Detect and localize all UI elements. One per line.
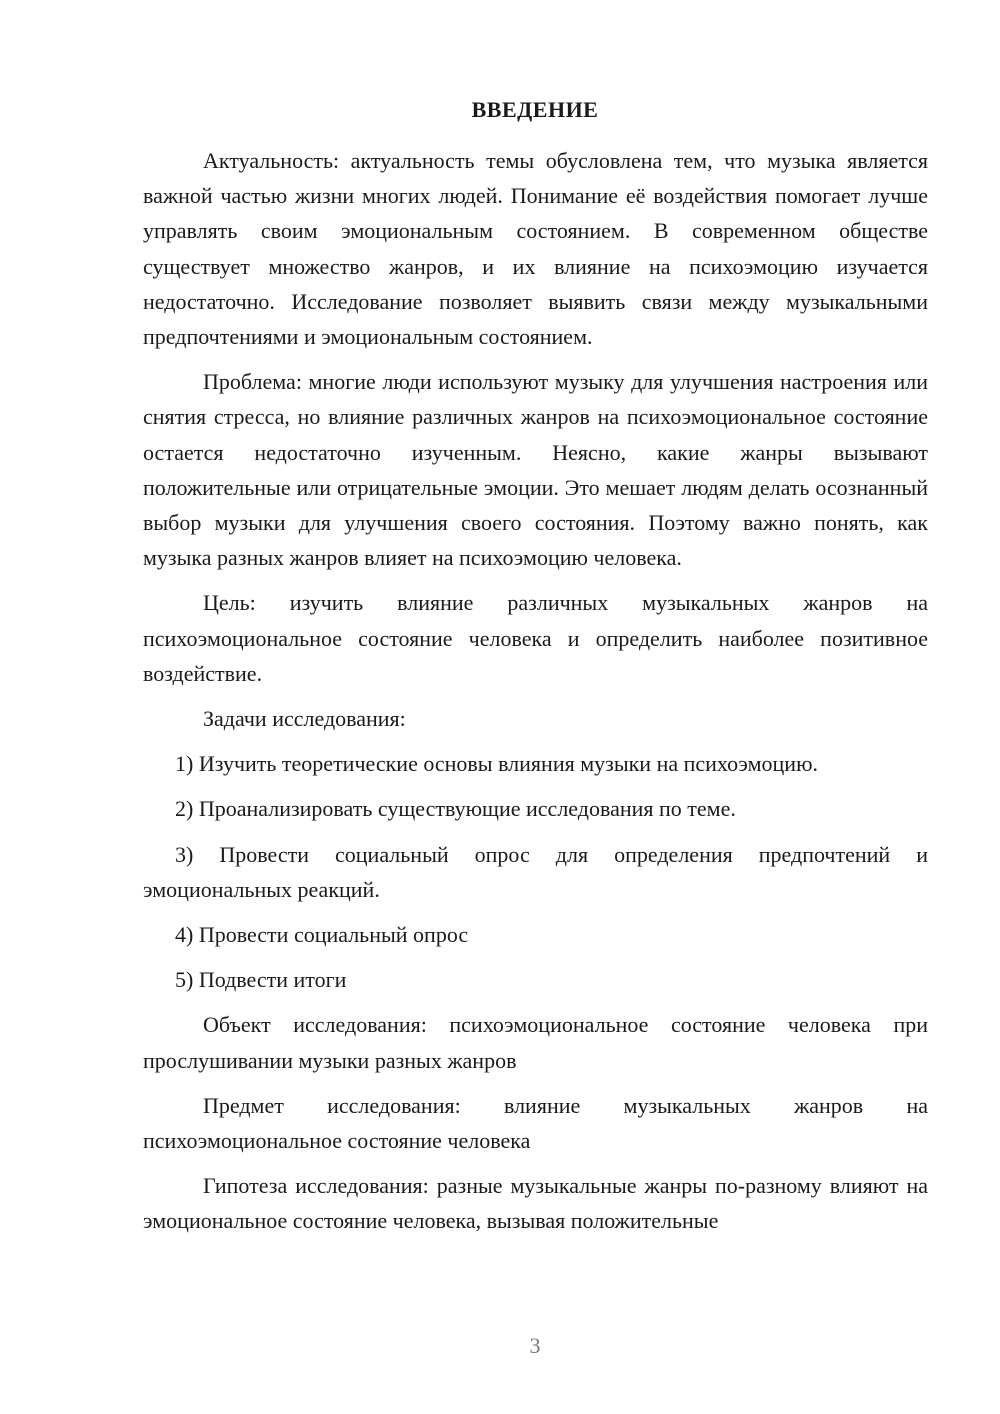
task-item: 3) Провести социальный опрос для определения предпочтений и эмоциональных реакций. bbox=[143, 841, 928, 902]
task-item: 2) Проанализировать существующие исследования по теме. bbox=[175, 796, 736, 822]
goal-paragraph: Цель: изучить влияние различных музыкальных жанров на психоэмоциональное состояние человека и определить наиболее позитивное воздействие. bbox=[143, 590, 928, 686]
task-item: 5) Подвести итоги bbox=[175, 967, 347, 993]
task-item: 4) Провести социальный опрос bbox=[175, 922, 469, 948]
page-title: ВВЕДЕНИЕ bbox=[471, 97, 599, 122]
relevance-paragraph: Актуальность: актуальность темы обусловлена тем, что музыка является важной частью жизни многих людей. Понимание её воздействия помогает лучше управлять своим эмоциональным состоянием. В современном обществе существует множество жанров, и их влияние на психоэмоцию изучается недостаточно. Исследование позволяет выявить связи между музыкальными предпочтениями и эмоциональным состоянием. bbox=[143, 148, 928, 350]
hypothesis-paragraph: Гипотеза исследования: разные музыкальные жанры по-разному влияют на эмоциональное состояние человека, вызывая положительные bbox=[143, 1173, 928, 1234]
subject-paragraph: Предмет исследования: влияние музыкальных жанров на психоэмоциональное состояние человека bbox=[143, 1092, 928, 1154]
task-item: 1) Изучить теоретические основы влияния музыки на психоэмоцию. bbox=[175, 751, 819, 777]
problem-paragraph: Проблема: многие люди используют музыку для улучшения настроения или снятия стресса, но влияние различных жанров на психоэмоциональное состояние остается недостаточно изученным. Неясно, какие жанры вызывают положительные или отрицательные эмоции. Это мешает людям делать осознанный выбор музыки для улучшения своего состояния. Поэтому важно понять, как музыка разных жанров влияет на психоэмоцию человека. bbox=[143, 369, 928, 571]
document-body bbox=[143, 143, 928, 1249]
tasks-heading: Задачи исследования: bbox=[203, 706, 406, 732]
page-number: 3 bbox=[529, 1333, 541, 1358]
object-paragraph: Объект исследования: психоэмоциональное состояние человека при прослушивании музыки разных жанров bbox=[143, 1012, 928, 1073]
